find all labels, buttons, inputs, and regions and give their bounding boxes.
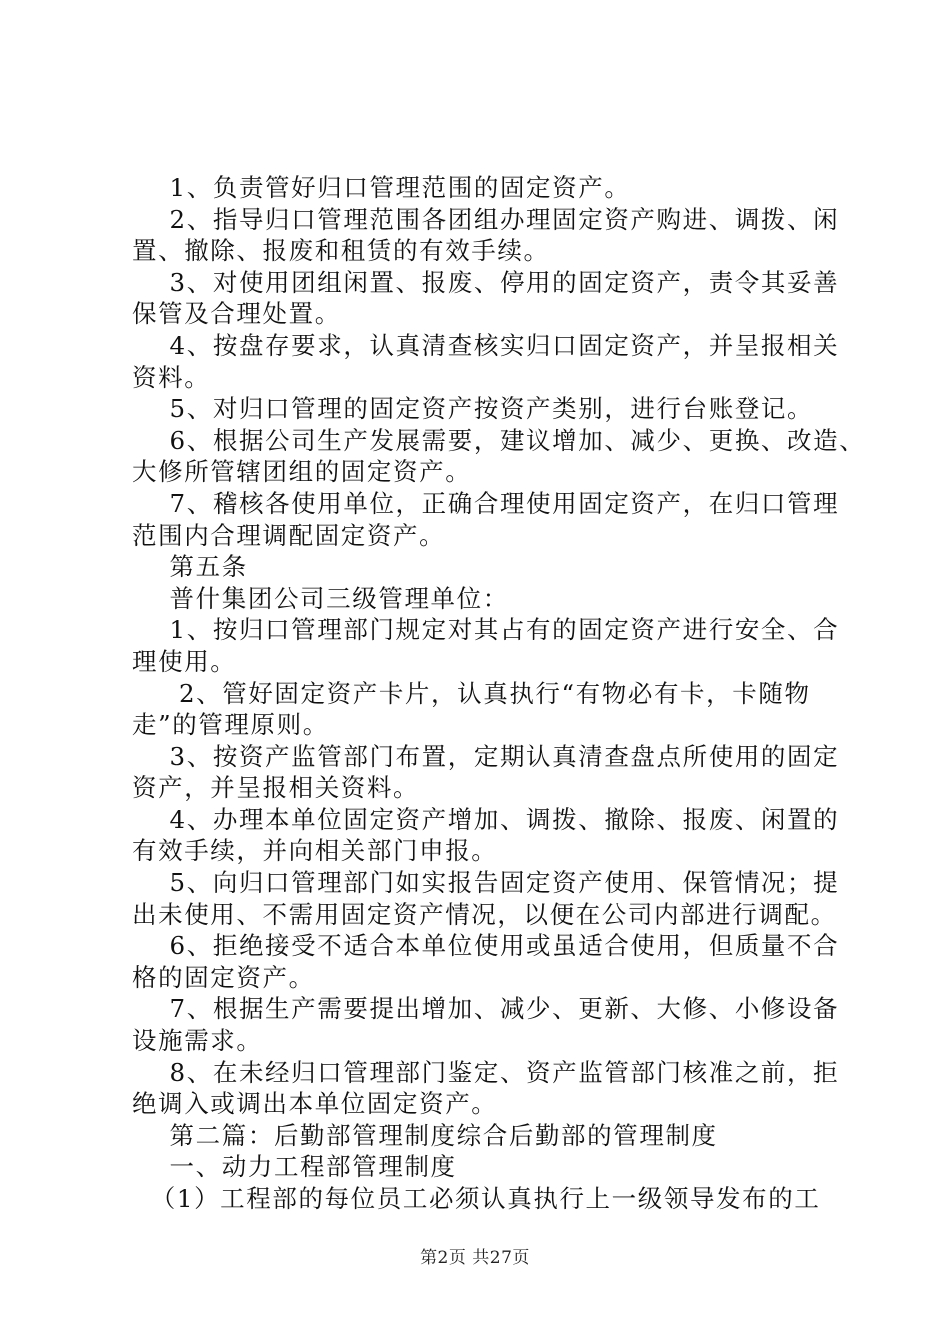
section-heading: 第二篇：后勤部管理制度综合后勤部的管理制度 [132,1120,718,1150]
text-line: 5、向归口管理部门如实报告固定资产使用、保管情况；提 [132,868,840,898]
text-line: 6、根据公司生产发展需要，建议增加、减少、更换、改造、 [132,425,866,455]
text-line: 1、负责管好归口管理范围的固定资产。 [132,173,631,202]
text-line: 7、稽核各使用单位，正确合理使用固定资产，在归口管理 [132,488,840,518]
text-line: 格的固定资产。 [132,962,315,992]
text-line: 大修所管辖团组的固定资产。 [132,457,472,487]
text-line: 3、对使用团组闲置、报废、停用的固定资产，责令其妥善 [132,267,840,297]
section-heading: 第五条 [132,552,248,582]
text-line: 范围内合理调配固定资产。 [132,520,446,550]
text-line: 2、管好固定资产卡片，认真执行“有物必有卡，卡随物 [132,678,811,708]
text-line: 出未使用、不需用固定资产情况，以便在公司内部进行调配。 [132,899,837,929]
text-line: 4、办理本单位固定资产增加、调拨、撤除、报废、闲置的 [132,804,840,834]
text-line: 置、撤除、报废和租赁的有效手续。 [132,236,550,266]
text-line: 资料。 [132,362,211,392]
page-number-footer: 第2页 共27页 [420,1248,530,1268]
text-line: 设施需求。 [132,1026,263,1056]
text-line: 走”的管理原则。 [132,710,329,740]
text-line: 8、在未经归口管理部门鉴定、资产监管部门核准之前，拒 [132,1057,840,1087]
section-heading: 一、动力工程部管理制度 [132,1152,457,1182]
text-line: 保管及合理处置。 [132,299,341,329]
text-line: 1、按归口管理部门规定对其占有的固定资产进行安全、合 [132,615,840,645]
text-line: 6、拒绝接受不适合本单位使用或虽适合使用，但质量不合 [132,931,840,961]
text-line: （1）工程部的每位员工必须认真执行上一级领导发布的工 [132,1184,821,1213]
text-line: 普什集团公司三级管理单位： [132,583,509,613]
text-line: 2、指导归口管理范围各团组办理固定资产购进、调拨、闲 [132,204,840,234]
text-line: 4、按盘存要求，认真清查核实归口固定资产，并呈报相关 [132,330,840,360]
text-line: 有效手续，并向相关部门申报。 [132,836,498,866]
text-line: 3、按资产监管部门布置，定期认真清查盘点所使用的固定 [132,741,840,771]
text-line: 理使用。 [132,646,237,676]
document-body [132,172,866,1215]
text-line: 5、对归口管理的固定资产按资产类别，进行台账登记。 [132,394,814,424]
text-line: 7、根据生产需要提出增加、减少、更新、大修、小修设备 [132,994,840,1024]
text-line: 绝调入或调出本单位固定资产。 [132,1089,498,1119]
text-line: 资产，并呈报相关资料。 [132,773,420,803]
